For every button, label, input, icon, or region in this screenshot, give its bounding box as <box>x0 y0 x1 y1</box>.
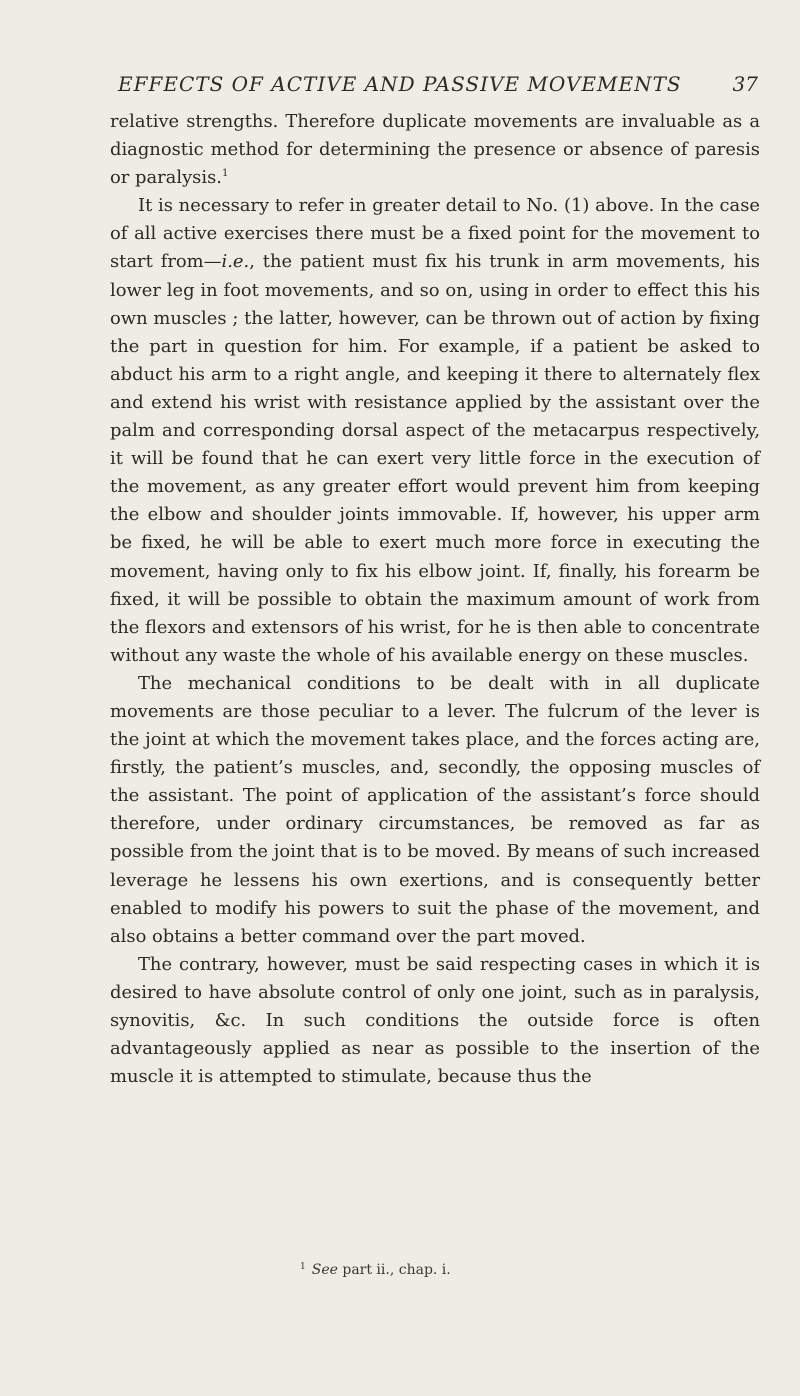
footnote-reference: 1 <box>221 168 229 180</box>
paragraph-2-text-a: It is necessary to refer in greater detail to No. (1) above. In the case of all active exercises there must be a fixed point for the movement to start from— <box>110 195 760 273</box>
footnote-see: See <box>311 1262 338 1278</box>
running-title: EFFECTS OF ACTIVE AND PASSIVE MOVEMENTS <box>118 72 682 96</box>
page-number: 37 <box>732 72 758 96</box>
paragraph-4: The contrary, however, must be said respecting cases in which it is desired to have absolute control of only one joint, such as in paralysis, synovitis, &c. In such conditions the outside force is often advantageously applied as near as possible to the insertion of the muscle it is attempted to stimulate, because thus the <box>110 953 760 1088</box>
paragraph-2 <box>110 192 760 670</box>
paragraph-1-text: relative strengths. Therefore duplicate movements are invaluable as a diagnostic method for determining the presence or absence of paresis or paralysis. <box>110 111 760 189</box>
running-head <box>110 72 760 102</box>
paragraph-3: The mechanical conditions to be dealt with in all duplicate movements are those peculiar to a lever. The fulcrum of the lever is the joint at which the movement takes place, and the forces acting are, firstly, the patient’s muscles, and, secondly, the opposing muscles of the assistant. The point of application of the assistant’s force should therefore, under ordinary circumstances, be removed as far as possible from the joint that is to be moved. By means of such increased leverage he lessens his own exertions, and is consequently better enabled to modify his powers to suit the phase of the movement, and also obtains a better command over the part moved. <box>110 672 760 947</box>
paragraph-2-text-b: , the patient must fix his trunk in arm movements, his lower leg in foot movements, and so on, using in order to effect this his own muscles ; the latter, however, can be thrown out of action by fixing the part in question for him. For example, if a patient be asked to abduct his arm to a right angle, and keeping it there to alternately flex and extend his wrist with resistance applied by the assistant over the palm and corresponding dorsal aspect of the metacarpus respectively, it will be found that he can exert very little force in the execution of the movement, as any greater effort would prevent him from keeping the elbow and shoulder joints immovable. If, however, his upper arm be fixed, he will be able to exert much more force in executing the movement, having only to fix his elbow joint. If, finally, his forearm be fixed, it will be possible to obtain the maximum amount of work from the flexors and extensors of his wrist, for he is then able to concentrate without any waste the whole of his available energy on these muscles. <box>110 251 760 666</box>
paragraph-2-ie: i.e. <box>221 251 250 273</box>
footnote-mark: 1 <box>300 1262 306 1272</box>
paragraph-1 <box>110 108 760 192</box>
footnote-text: part ii., chap. i. <box>337 1262 451 1278</box>
footnote <box>300 1262 720 1278</box>
body-text <box>110 108 760 1091</box>
